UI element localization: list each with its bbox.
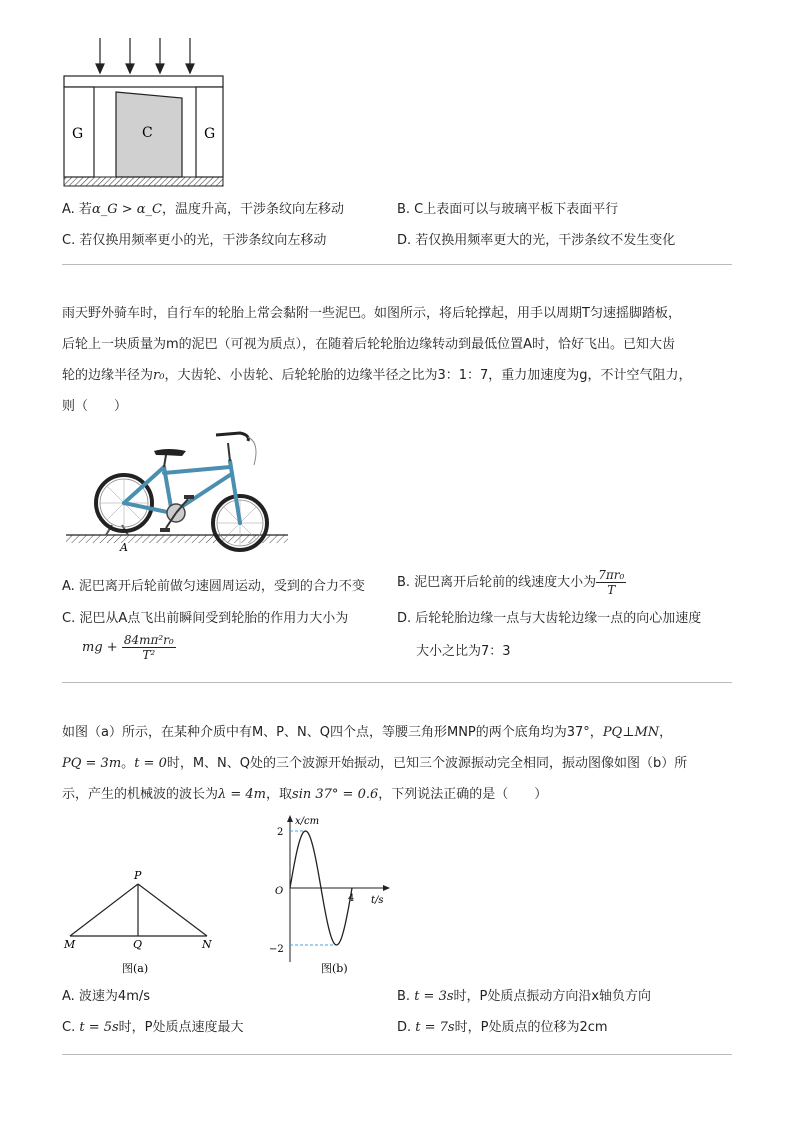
label-q: Q <box>133 938 143 951</box>
y-axis-label: x/cm <box>295 816 320 827</box>
label-g-right: G <box>204 126 216 142</box>
vibration-graph <box>265 812 395 977</box>
q2-option-c-formula: mg + $\frac{\text{84mπ²r₀}}{\text{T²}}$ <box>82 633 174 662</box>
label-p: P <box>134 869 142 882</box>
y-tick-min: −2 <box>269 944 284 955</box>
q2-option-d-line2: 大小之比为7：3 <box>416 644 511 659</box>
caption-b: 图(b) <box>321 962 348 975</box>
q2-stem: 雨天野外骑车时，自行车的轮胎上常会黏附一些泥巴。如图所示，将后轮撑起，用手以周期T匀速摇脚踏板， 后轮上一块质量为m的泥巴（可视为质点），在随着后轮轮胎边缘转动到最低位置A时，恰好飞出。已知大齿 轮的边缘半径为r₀，大齿轮、小齿轮、后轮轮胎的边缘半径之比为3：1：7，重力加速度为g，不计空气阻力， 则（ ） <box>62 306 692 414</box>
q2-option-b[interactable]: B. 泥巴离开后轮前的线速度大小为 $\frac{\text{7πr₀}}{T}$ <box>397 568 625 597</box>
q3-option-c[interactable]: C. t = 5s时，P处质点速度最大 <box>62 1020 244 1035</box>
q1-option-b[interactable]: B. C上表面可以与玻璃平板下表面平行 <box>397 202 619 217</box>
q3-stem: 如图（a）所示，在某种介质中有M、P、N、Q四个点，等腰三角形MNP的两个底角均为37°，PQ⊥MN， PQ = 3m。t = 0时，M、N、Q处的三个波源开始振动，已知三个波源振动完全相同，振动图像如图（b）所 示，产生的机械波的波长为λ = 4m，取sin 37° = 0.6，下列说法正确的是（ ） <box>62 725 688 802</box>
point-a-label: A <box>120 541 128 554</box>
x-tick-4: 4 <box>348 893 355 904</box>
q3-option-b[interactable]: B. t = 3s时，P处质点振动方向沿x轴负方向 <box>397 989 652 1004</box>
origin-label: O <box>275 886 284 897</box>
q2-option-c[interactable]: C. 泥巴从A点飞出前瞬间受到轮胎的作用力大小为 <box>62 611 349 626</box>
label-c: C <box>142 125 153 141</box>
q3-option-a[interactable]: A. 波速为4m/s <box>62 989 151 1004</box>
q1-option-a[interactable]: A. 若α_G > α_C，温度升高，干涉条纹向左移动 <box>62 202 344 217</box>
divider <box>62 682 732 683</box>
interferometer-figure <box>60 36 230 191</box>
x-axis-label: t/s <box>371 895 384 906</box>
divider <box>62 264 732 265</box>
triangle-figure <box>62 868 222 978</box>
q1-option-c[interactable]: C. 若仅换用频率更小的光，干涉条纹向左移动 <box>62 233 327 248</box>
q2-option-a[interactable]: A. 泥巴离开后轮前做匀速圆周运动，受到的合力不变 <box>62 579 365 594</box>
y-tick-max: 2 <box>277 827 284 838</box>
caption-a: 图(a) <box>122 962 149 975</box>
bicycle-figure <box>62 425 292 555</box>
label-m: M <box>64 938 76 951</box>
q3-option-d[interactable]: D. t = 7s时，P处质点的位移为2cm <box>397 1020 608 1035</box>
label-n: N <box>202 938 212 951</box>
divider <box>62 1054 732 1055</box>
q1-option-d[interactable]: D. 若仅换用频率更大的光，干涉条纹不发生变化 <box>397 233 676 248</box>
label-g-left: G <box>72 126 84 142</box>
q2-option-d[interactable]: D. 后轮轮胎边缘一点与大齿轮边缘一点的向心加速度 <box>397 611 702 626</box>
